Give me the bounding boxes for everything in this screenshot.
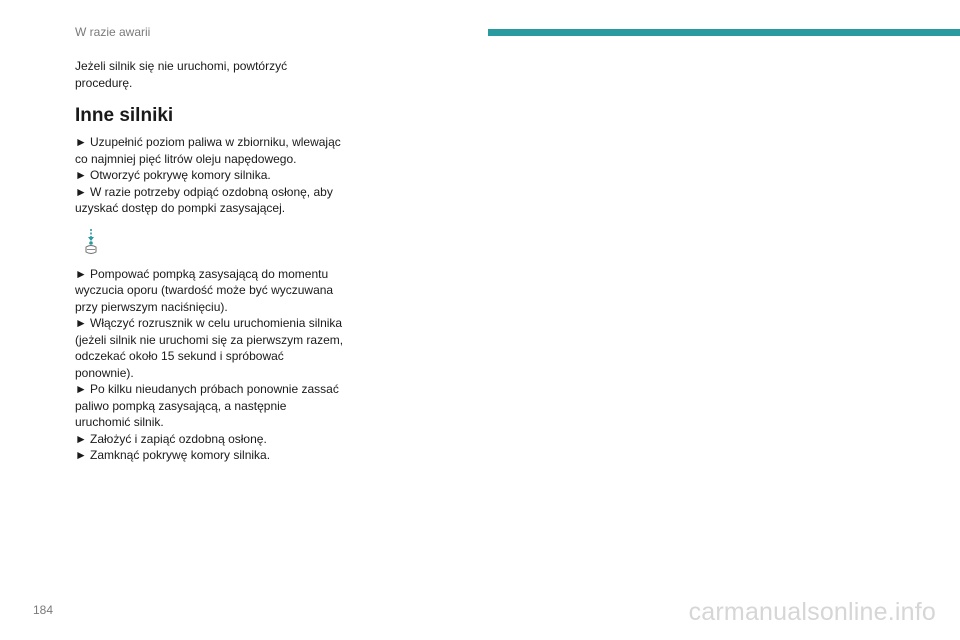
list-item-text: Otworzyć pokrywę komory silnika. — [90, 168, 271, 182]
list-item — [75, 184, 345, 217]
bullet-arrow-icon: ► — [75, 184, 87, 199]
list-item-text: Zamknąć pokrywę komory silnika. — [90, 448, 271, 462]
list-item — [75, 381, 345, 431]
bullet-arrow-icon: ► — [75, 431, 87, 446]
list-item — [75, 315, 345, 381]
page-number: 184 — [33, 603, 54, 617]
list-item — [75, 266, 345, 316]
section-title: W razie awarii — [75, 25, 151, 39]
watermark: carmanualsonline.info — [688, 598, 936, 626]
list-item — [75, 431, 345, 448]
bullet-arrow-icon: ► — [75, 168, 87, 182]
bullet-arrow-icon: ► — [75, 266, 87, 281]
header-accent-bar — [488, 29, 960, 36]
section-heading: Inne silniki — [75, 105, 174, 126]
list-item — [75, 447, 345, 464]
steps-list-before — [75, 134, 345, 217]
list-item-text: Pompować pompką zasysającą do momentu wyczucia oporu (twardość może być wyczuwana przy pierwszym naciśnięciu). — [75, 266, 334, 314]
list-item-text: Włączyć rozrusznik w celu uruchomienia silnika (jeżeli silnik nie uruchomi się za pierwszym razem, odczekać około 15 sekund i spróbować ponownie). — [75, 316, 344, 380]
list-item-text: W razie potrzeby odpiąć ozdobną osłonę, aby uzyskać dostęp do pompki zasysającej. — [75, 184, 333, 215]
bullet-arrow-icon: ► — [75, 448, 87, 462]
bullet-arrow-icon: ► — [75, 135, 87, 149]
bullet-arrow-icon: ► — [75, 382, 87, 396]
intro-text: Jeżeli silnik się nie uruchomi, powtórzyć procedurę. — [75, 59, 288, 90]
list-item-text: Założyć i zapiąć ozdobną osłonę. — [90, 431, 267, 446]
content-column — [75, 58, 345, 464]
list-item-text: Po kilku nieudanych próbach ponownie zassać paliwo pompką zasysającą, a następnie uruchomić silnik. — [75, 382, 339, 429]
list-item — [75, 167, 345, 184]
bullet-arrow-icon: ► — [75, 316, 87, 330]
steps-list-after — [75, 266, 345, 464]
list-item — [75, 134, 345, 167]
list-item-text: Uzupełnić poziom paliwa w zbiorniku, wlewając co najmniej pięć litrów oleju napędowego. — [75, 135, 341, 166]
fuel-priming-pump-icon — [83, 228, 99, 256]
